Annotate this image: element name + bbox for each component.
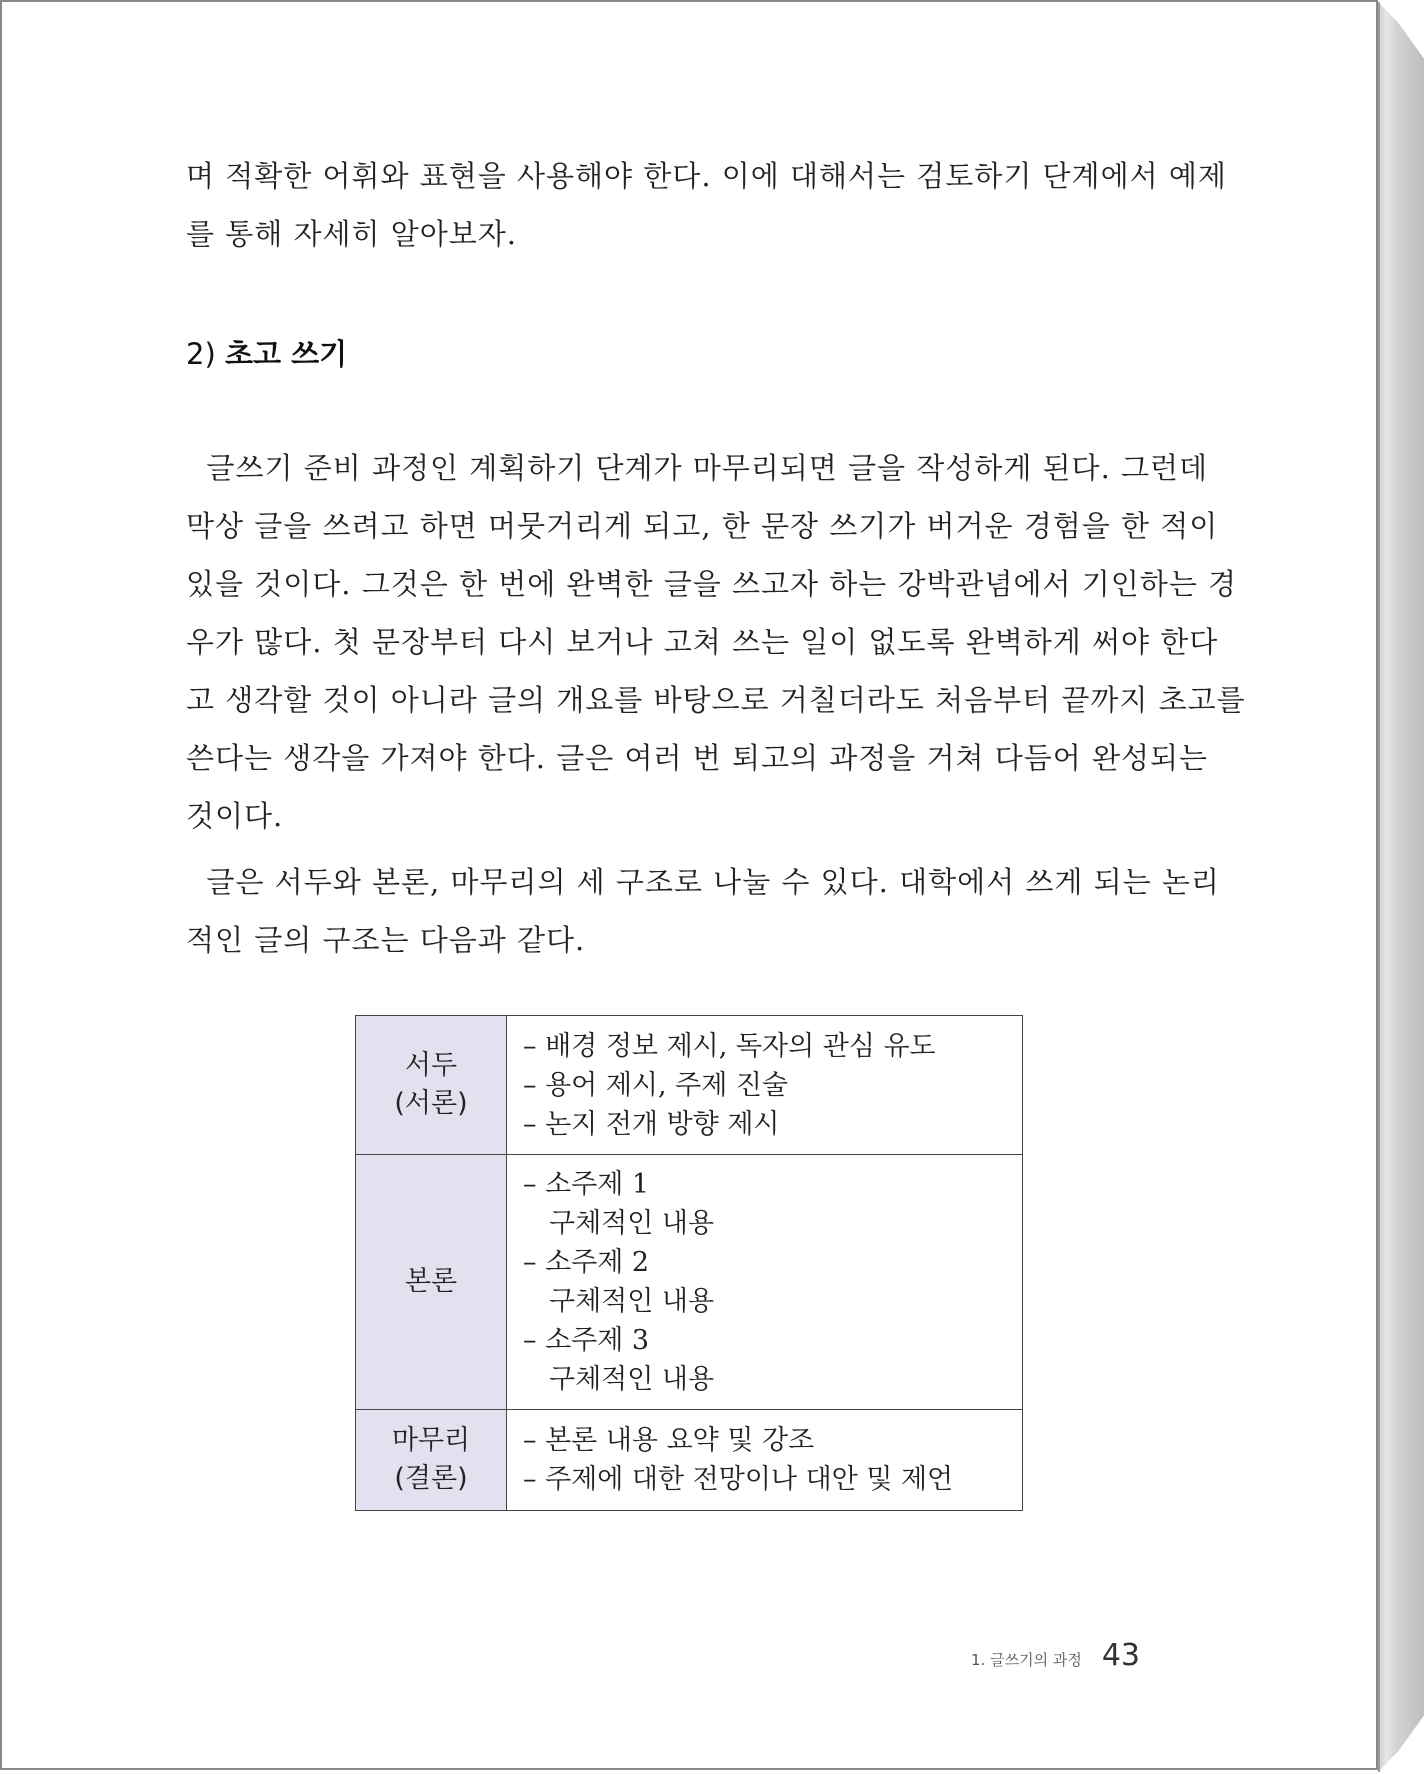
list-item: – 소주제 1 xyxy=(523,1169,650,1200)
row-label-line: 서두 xyxy=(404,1050,458,1081)
intro-line-2: 를 통해 자세히 알아보자. xyxy=(186,217,518,251)
row-label-body xyxy=(356,1155,507,1410)
paragraph-1 xyxy=(186,446,1246,833)
row-label-line: (서론) xyxy=(394,1088,468,1119)
paragraph-1-line: 것이다. xyxy=(186,799,284,833)
list-item: – 용어 제시, 주제 진술 xyxy=(523,1069,789,1101)
list-item: – 주제에 대한 전망이나 대안 및 제언 xyxy=(523,1464,954,1495)
row-label-line: 본론 xyxy=(404,1266,458,1297)
list-subitem: 구체적인 내용 xyxy=(549,1364,715,1395)
section-title: 초고 쓰기 xyxy=(224,337,348,371)
row-content-intro xyxy=(507,1016,1023,1155)
table-row-intro xyxy=(356,1016,1023,1155)
list-item: – 본론 내용 요약 및 강조 xyxy=(523,1425,815,1456)
list-subitem: 구체적인 내용 xyxy=(549,1208,715,1239)
section-heading xyxy=(186,332,347,373)
list-item: – 소주제 2 xyxy=(523,1247,650,1278)
paragraph-2-line: 글은 서두와 본론, 마무리의 세 구조로 나눌 수 있다. 대학에서 쓰게 되는 논리 xyxy=(186,865,1220,899)
paragraph-1-line: 고 생각할 것이 아니라 글의 개요를 바탕으로 거칠더라도 처음부터 끝까지 초고를 xyxy=(186,683,1246,717)
page-edge-divider xyxy=(1378,2,1380,1772)
row-label-line: 마무리 xyxy=(391,1425,471,1456)
list-subitem: 구체적인 내용 xyxy=(549,1286,715,1317)
chapter-title: 1. 글쓰기의 과정 xyxy=(971,1651,1082,1669)
paragraph-1-line: 있을 것이다. 그것은 한 번에 완벽한 글을 쓰고자 하는 강박관념에서 기인하는 경 xyxy=(186,567,1238,601)
paragraph-1-line: 글쓰기 준비 과정인 계획하기 단계가 마무리되면 글을 작성하게 된다. 그런데 xyxy=(186,451,1209,485)
intro-line-1: 며 적확한 어휘와 표현을 사용해야 한다. 이에 대해서는 검토하기 단계에서 예제 xyxy=(186,159,1227,193)
section-number: 2) xyxy=(186,337,216,371)
list-item: – 논지 전개 방향 제시 xyxy=(523,1108,780,1140)
row-content-body xyxy=(507,1155,1023,1410)
table-row-conclusion xyxy=(356,1410,1023,1511)
writing-structure-table xyxy=(355,1015,1023,1511)
paragraph-1-line: 우가 많다. 첫 문장부터 다시 보거나 고쳐 쓰는 일이 없도록 완벽하게 써야 한다 xyxy=(186,625,1219,659)
row-label-line: (결론) xyxy=(394,1463,468,1494)
row-label-conclusion xyxy=(356,1410,507,1511)
page-stack-edge xyxy=(1378,2,1424,1772)
row-content-conclusion xyxy=(507,1410,1023,1511)
page-number: 43 xyxy=(1101,1638,1140,1673)
list-item: – 소주제 3 xyxy=(523,1325,650,1356)
table-row-body xyxy=(356,1155,1023,1410)
row-label-intro xyxy=(356,1016,507,1155)
list-item: – 배경 정보 제시, 독자의 관심 유도 xyxy=(523,1030,936,1062)
page-footer xyxy=(971,1638,1140,1673)
paragraph-1-line: 쓴다는 생각을 가져야 한다. 글은 여러 번 퇴고의 과정을 거쳐 다듬어 완성되는 xyxy=(186,741,1209,775)
paragraph-2-line: 적인 글의 구조는 다음과 같다. xyxy=(186,923,586,957)
paragraph-1-line: 막상 글을 쓰려고 하면 머뭇거리게 되고, 한 문장 쓰기가 버거운 경험을 한 적이 xyxy=(186,509,1219,543)
